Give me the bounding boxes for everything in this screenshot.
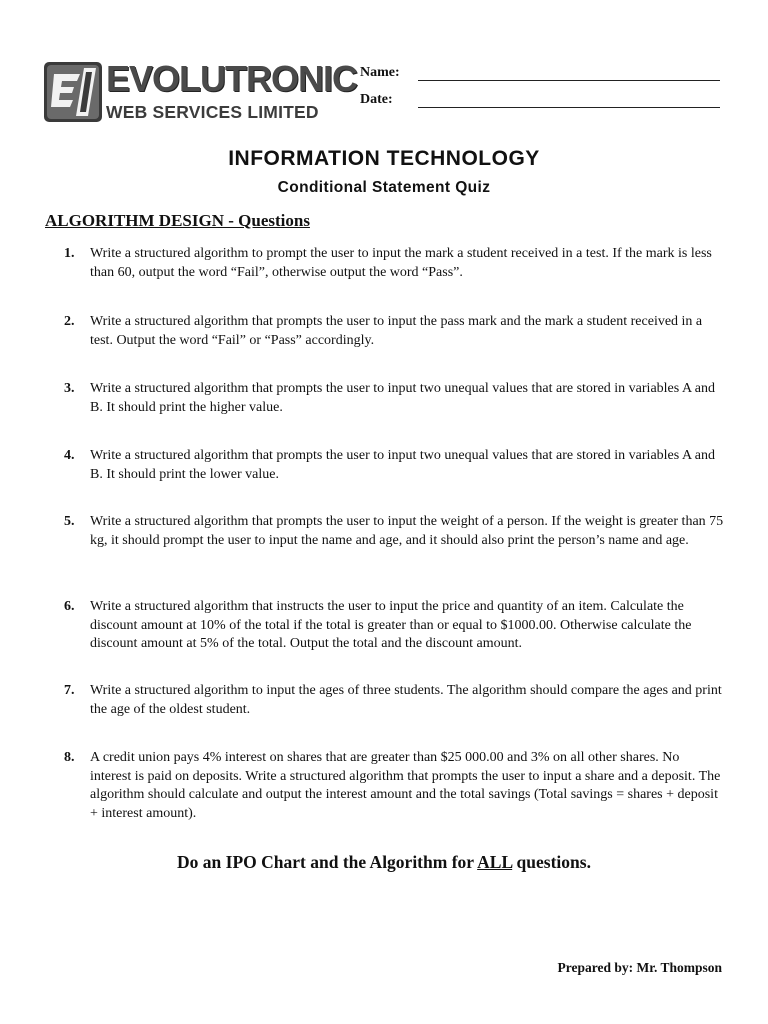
logo-tagline: WEB SERVICES LIMITED [106,102,319,122]
question-item [64,749,724,823]
page-title: INFORMATION TECHNOLOGY [228,147,540,170]
company-logo [44,58,358,124]
question-item [64,313,724,350]
question-text: Write a structured algorithm that prompts the user to input two unequal values that are stored in variables A and B. It should print the higher value. [90,381,715,415]
question-number: 3. [64,381,75,396]
name-blank-line[interactable] [418,66,720,81]
instruction-emphasis: ALL [477,852,513,872]
question-text: Write a structured algorithm that instructs the user to input the price and quantity of an item. Calculate the discount amount at 10% of the total if the total is greater than or equal to $1000.00. Otherwise calculate the discount amount at 5% of the total. Output the total and the discount amount. [90,599,692,651]
name-label: Name: [360,65,400,80]
question-text: Write a structured algorithm to prompt the user to input the mark a student received in a test. If the mark is less than 60, output the word “Fail”, otherwise output the word “Pass”. [90,246,712,280]
instruction-prefix: Do an IPO Chart and the Algorithm for [177,852,478,872]
evolutronic-logo-icon [44,62,102,122]
logo-brand-text: EVOLUTRONIC [106,58,358,99]
question-text: Write a structured algorithm that prompts the user to input the weight of a person. If the weight is greater than 75 kg, it should prompt the user to input the name and age, and it should also print the person’s name and age. [90,514,724,548]
page-subtitle: Conditional Statement Quiz [277,179,491,196]
question-item [64,380,724,417]
section-heading: ALGORITHM DESIGN - Questions [45,211,310,230]
page-header [44,58,734,126]
prepared-by: Prepared by: Mr. Thompson [557,960,722,975]
date-field[interactable] [360,92,720,108]
instruction-text [0,852,768,873]
question-number: 8. [64,750,75,765]
question-item [64,598,724,654]
question-number: 2. [64,314,75,329]
question-item [64,682,724,719]
date-label: Date: [360,92,393,107]
question-number: 7. [64,683,75,698]
question-item [64,245,724,282]
question-text: Write a structured algorithm to input the ages of three students. The algorithm should compare the ages and print the age of the oldest student. [90,683,722,717]
question-number: 5. [64,514,75,529]
question-number: 4. [64,448,75,463]
question-item [64,447,724,484]
name-field[interactable] [360,65,720,81]
question-text: Write a structured algorithm that prompts the user to input the pass mark and the mark a student received in a test. Output the word “Fail” or “Pass” accordingly. [90,314,703,348]
question-number: 6. [64,599,75,614]
question-item [64,513,724,550]
date-blank-line[interactable] [418,93,720,108]
instruction-suffix: questions. [512,852,591,872]
question-number: 1. [64,246,75,261]
question-text: Write a structured algorithm that prompts the user to input two unequal values that are stored in variables A and B. It should print the lower value. [90,448,715,482]
question-text: A credit union pays 4% interest on shares that are greater than $25 000.00 and 3% on all other shares. No interest is paid on deposits. Write a structured algorithm that prompts the user to input a share and a deposit. The algorithm should calculate and output the interest amount and the total savings (Total savings = shares + deposit + interest amount). [90,750,721,821]
